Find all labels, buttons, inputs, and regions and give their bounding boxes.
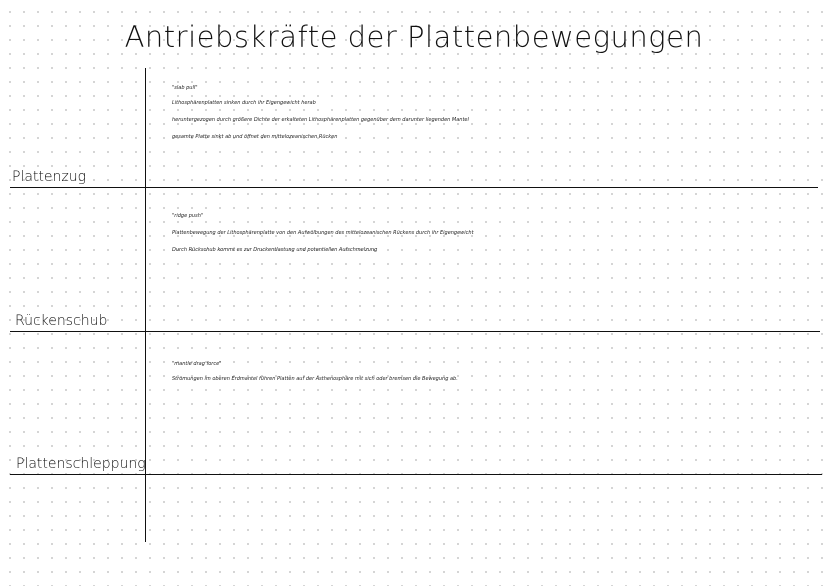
section-label-plattenschleppung: Plattenschleppung <box>16 456 146 472</box>
note-line: "ridge push" <box>172 213 204 219</box>
note-line: "mantle drag force" <box>172 361 222 367</box>
section-divider-plattenschleppung <box>10 474 822 475</box>
section-label-plattenzug: Plattenzug <box>12 169 86 185</box>
note-line: Strömungen im oberen Erdmantel führen Platten auf der Asthenosphäre mit sich oder bremsen die Bewegung ab. <box>172 376 458 382</box>
page-title: Antriebskräfte der Plattenbewegungen <box>124 20 704 54</box>
note-line: Lithosphärenplatten sinken durch ihr Eigengewicht herab <box>172 100 316 106</box>
section-label-rueckenschub: Rückenschub <box>15 313 108 329</box>
section-divider-plattenzug <box>10 187 818 188</box>
section-divider-rueckenschub <box>10 331 820 332</box>
note-line: "slab pull" <box>172 85 198 91</box>
note-line: Durch Rückschub kommt es zur Druckentlastung und potentiellen Aufschmelzung <box>172 247 378 253</box>
note-line: Plattenbewegung der Lithosphärenplatte von den Aufwölbungen des mittelozeanischen Rückens durch ihr Eigengewicht <box>172 230 474 236</box>
note-line: heruntergezogen durch größere Dichte der erkalteten Lithosphärenplatten gegenüber dem darunter liegenden Mantel <box>172 117 469 123</box>
note-line: gesamte Platte sinkt ab und öffnet den mittelozeanischen Rücken <box>172 134 338 140</box>
